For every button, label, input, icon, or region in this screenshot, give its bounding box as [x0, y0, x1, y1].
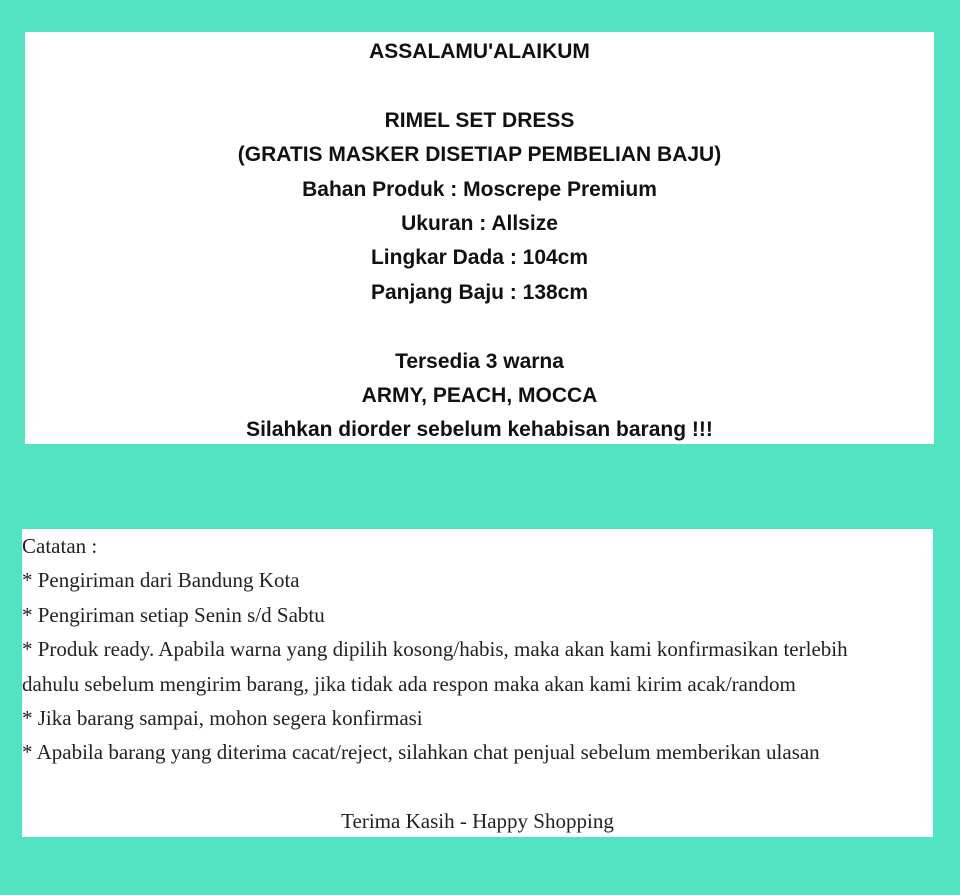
spacer-line — [25, 69, 934, 103]
product-info-panel — [25, 32, 934, 444]
notes-heading: Catatan : — [22, 534, 98, 558]
notes-panel — [22, 529, 933, 837]
note-item: * Produk ready. Apabila warna yang dipilih kosong/habis, maka akan kami konfirmasikan terlebih — [22, 637, 848, 662]
closing-text: Terima Kasih - Happy Shopping — [341, 809, 614, 834]
product-name: RIMEL SET DRESS — [384, 108, 575, 132]
note-item: * Jika barang sampai, mohon segera konfirmasi — [22, 705, 423, 730]
note-item: dahulu sebelum mengirim barang, jika tidak ada respon maka akan kami kirim acak/random — [22, 671, 796, 696]
note-item: * Pengiriman dari Bandung Kota — [22, 568, 300, 593]
bonus-text: (GRATIS MASKER DISETIAP PEMBELIAN BAJU) — [237, 143, 722, 167]
note-item: * Pengiriman setiap Senin s/d Sabtu — [22, 602, 325, 627]
greeting-text: ASSALAMU'ALAIKUM — [369, 40, 590, 63]
material-text: Bahan Produk : Moscrepe Premium — [302, 177, 657, 201]
spacer-line — [22, 770, 933, 804]
spacer-line — [25, 310, 934, 344]
colors-list-text: ARMY, PEACH, MOCCA — [361, 383, 598, 407]
call-to-action-text: Silahkan diorder sebelum kehabisan barang !!! — [246, 418, 713, 442]
chest-text: Lingkar Dada : 104cm — [370, 246, 589, 270]
length-text: Panjang Baju : 138cm — [370, 280, 589, 304]
colors-available-text: Tersedia 3 warna — [395, 349, 564, 373]
note-item: * Apabila barang yang diterima cacat/reject, silahkan chat penjual sebelum memberikan ulasan — [22, 740, 820, 765]
size-text: Ukuran : Allsize — [401, 211, 558, 235]
